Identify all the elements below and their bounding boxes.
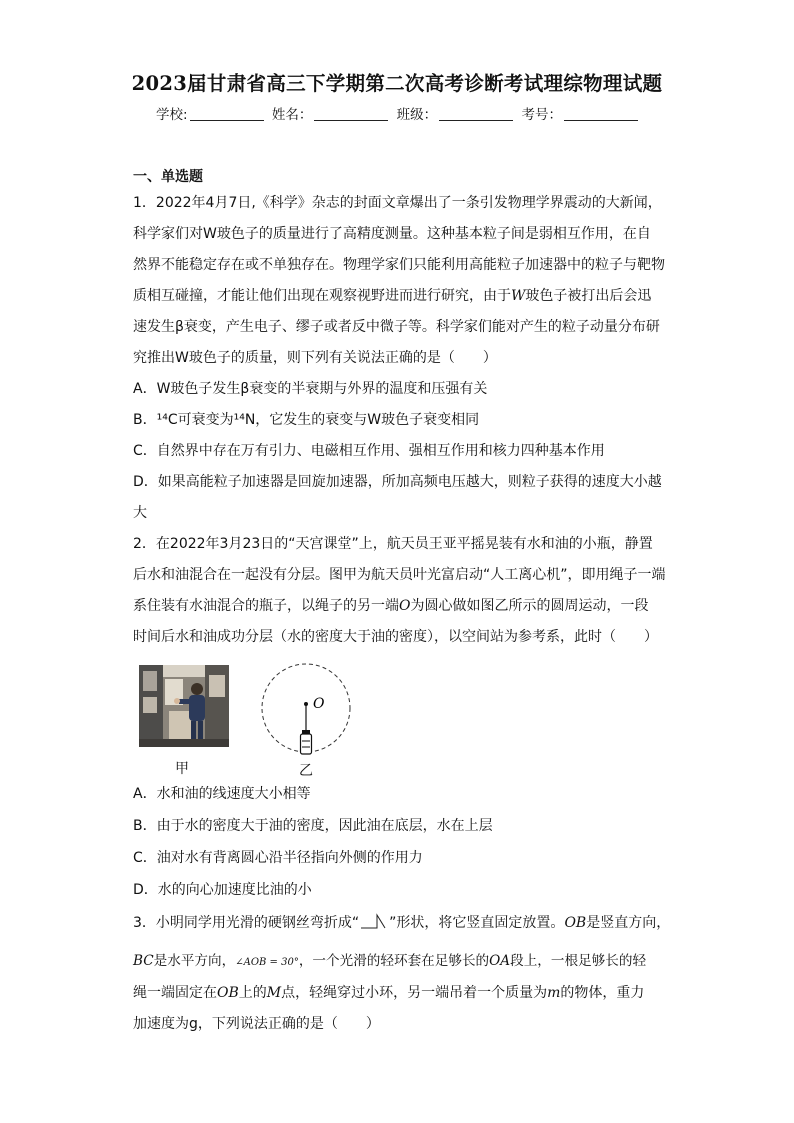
q1-line: 究推出W玻色子的质量，则下列有关说法正确的是（ ） [133, 350, 497, 366]
q3-line [133, 913, 673, 932]
q1-line: 速发生β衰变，产生电子、缪子或者反中微子等。科学家们能对产生的粒子动量分布研 [133, 319, 660, 335]
q2-line: 后水和油混合在一起没有分层。图甲为航天员叶光富启动“人工离心机”，即用绳子一端 [133, 567, 666, 583]
name-label: 姓名： [271, 107, 313, 123]
q1-line: 科学家们对W玻色子的质量进行了高精度测量。这种基本粒子间是弱相互作用，在自 [133, 226, 651, 242]
figure-yi-caption: 乙 [299, 763, 313, 779]
q3-ob-italic: OB [217, 985, 239, 1001]
q3-line [133, 984, 673, 1002]
q3-line [133, 952, 673, 972]
astronaut-photo [139, 665, 229, 747]
q3-bc-italic: BC [133, 953, 154, 969]
q3-text: 点，轻绳穿过小环，另一端吊着一个质量为 [281, 985, 548, 1001]
q2-option-a: A．水和油的线速度大小相等 [133, 786, 311, 802]
q2-line-text: 系住装有水油混合的瓶子，以绳子的另一端 [133, 598, 399, 614]
q2-o-italic: O [399, 598, 411, 614]
q3-oa-italic: OA [489, 953, 511, 969]
q2-line-tail: 为圆心做如图乙所示的圆周运动，一段 [410, 598, 649, 614]
circular-motion-diagram [258, 660, 358, 760]
q1-line [133, 287, 673, 305]
q1-w-italic: W [511, 288, 526, 304]
q3-text: 段上，一根足够长的轻 [510, 953, 647, 969]
q1-line-tail: 玻色子被打出后会迅 [525, 288, 652, 304]
astronaut-photo-drawing [139, 665, 229, 747]
q1-option-d: D．如果高能粒子加速器是回旋加速器，所加高频电压越大，则粒子获得的速度大小越 [133, 474, 662, 490]
name-blank [314, 107, 388, 121]
q1-option-d-cont: 大 [133, 505, 147, 521]
school-label: 学校: [156, 107, 188, 123]
q3-angle: ∠AOB = 30° [235, 957, 299, 968]
q2-line [133, 597, 673, 615]
q1-line: 然界不能稳定存在或不单独存在。物理学家们只能利用高能粒子加速器中的粒子与靶物 [133, 257, 665, 273]
q2-line: 时间后水和油成功分层（水的密度大于油的密度），以空间站为参考系，此时（ ） [133, 629, 658, 645]
school-blank [190, 107, 264, 121]
q3-text: 是水平方向， [153, 953, 236, 969]
q2-option-c: C．油对水有背离圆心沿半径指向外侧的作用力 [133, 850, 423, 866]
figure-jia-caption: 甲 [175, 761, 189, 777]
q2-line: 2．在2022年3月23日的“天宫课堂”上，航天员王亚平摇晃装有水和油的小瓶，静置 [133, 536, 653, 552]
q3-text: 3．小明同学用光滑的硬钢丝弯折成“ [133, 915, 360, 931]
q2-option-d: D．水的向心加速度比油的小 [133, 882, 312, 898]
q1-option-b: B．¹⁴C可衰变为¹⁴N，它发生的衰变与W玻色子衰变相同 [133, 412, 480, 428]
point-o-label: O [313, 696, 325, 712]
page-title: 2023届甘肃省高三下学期第二次高考诊断考试理综物理试题 [131, 72, 663, 95]
class-label: 班级： [396, 107, 438, 123]
exam-no-label: 考号： [521, 107, 562, 123]
q1-line-text: 质相互碰撞，才能让他们出现在观察视野进而进行研究，由于 [133, 288, 511, 304]
q1-line: 1．2022年4月7日,《科学》杂志的封面文章爆出了一条引发物理学界震动的大新闻， [133, 195, 662, 211]
q3-m-italic: M [266, 985, 282, 1001]
q1-option-a: A．W玻色子发生β衰变的半衰期与外界的温度和压强有关 [133, 381, 488, 397]
q3-ob-italic: OB [564, 915, 587, 931]
q3-text: 绳一端固定在 [133, 985, 217, 1001]
q3-text: 上的 [238, 985, 267, 1001]
q1-option-c: C．自然界中存在万有引力、电磁相互作用、强相互作用和核力四种基本作用 [133, 443, 605, 459]
class-blank [439, 107, 513, 121]
q3-text: 是竖直方向， [586, 915, 671, 931]
bent-wire-icon [359, 913, 389, 931]
q3-line: 加速度为g，下列说法正确的是（ ） [133, 1016, 380, 1032]
exam-no-blank [564, 107, 638, 121]
q3-text: ”形状，将它竖直固定放置。 [389, 915, 565, 931]
q3-mass-italic: m [547, 985, 561, 1001]
q2-option-b: B．由于水的密度大于油的密度，因此油在底层，水在上层 [133, 818, 493, 834]
q3-text: 的物体，重力 [560, 985, 645, 1001]
student-info-line [0, 103, 794, 123]
section-title: 一、单选题 [133, 169, 203, 185]
q3-text: ，一个光滑的轻环套在足够长的 [298, 953, 490, 969]
bottle-icon [301, 734, 312, 754]
